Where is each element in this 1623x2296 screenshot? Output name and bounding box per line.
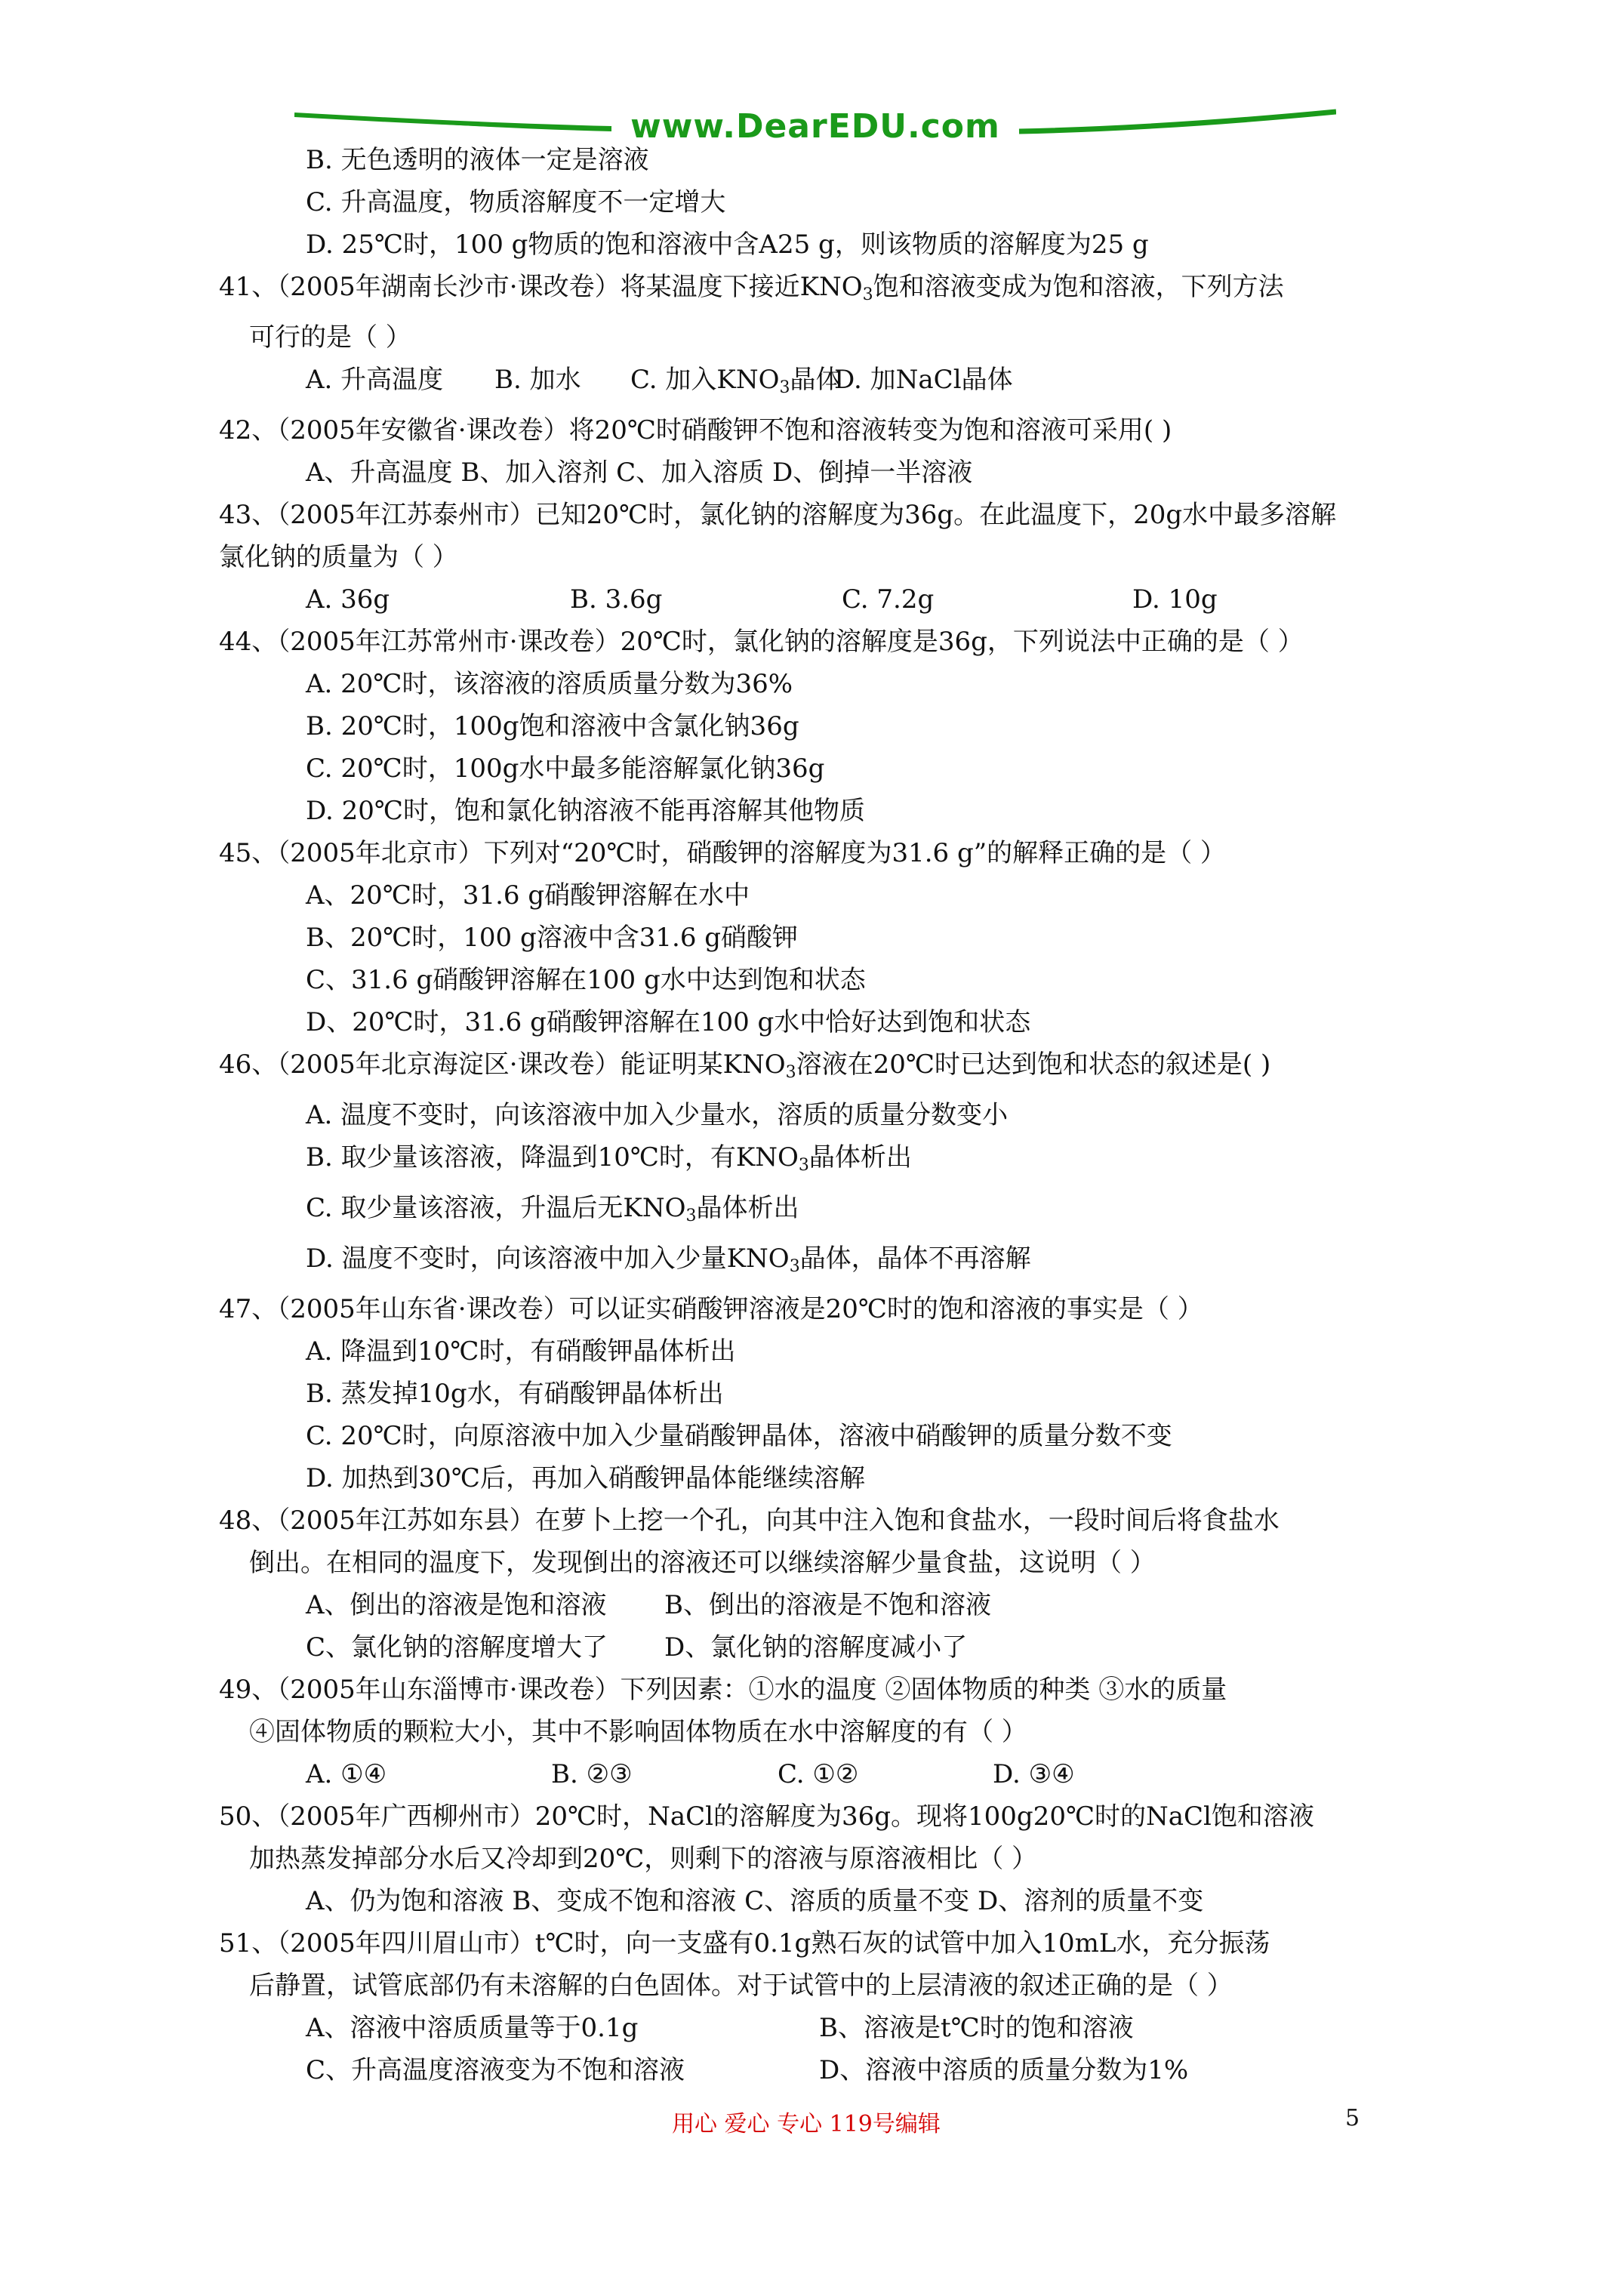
options-row [219, 1584, 1457, 1626]
option-d: D. 温度不变时，向该溶液中加入少量$KNO_3$晶体，晶体不再溶解 [306, 1244, 1031, 1276]
option-d: D. 10g [1132, 584, 1218, 615]
option-b: B、溶液是t℃时的饱和溶液 [819, 2013, 1134, 2043]
option-c: C. 升高温度，物质溶解度不一定增大 [306, 187, 726, 217]
question-49 [219, 1669, 1457, 1795]
option-d: D. 20℃时，饱和氯化钠溶液不能再溶解其他物质 [306, 796, 865, 826]
question-list [219, 139, 1457, 2091]
option-d: D. ③④ [993, 1759, 1075, 1789]
option-c: C. 加入KNO3晶体 [630, 365, 842, 397]
option-a: A、溶液中溶质质量等于0.1g [306, 2013, 639, 2043]
options-row [219, 578, 1457, 621]
options-row [219, 1753, 1457, 1795]
question-stem-line: 氯化钠的质量为（ ） [219, 542, 458, 572]
option-b: B、20℃时，100 g溶液中含31.6 g硝酸钾 [306, 923, 799, 953]
question-stem: 42、（2005年安徽省·课改卷）将20℃时硝酸钾不饱和溶液转变为饱和溶液可采用( ) [219, 415, 1172, 445]
options-row: A、仍为饱和溶液 B、变成不饱和溶液 C、溶质的质量不变 D、溶剂的质量不变 [306, 1886, 1204, 1916]
question-46 [219, 1043, 1457, 1288]
option-b: B、倒出的溶液是不饱和溶液 [664, 1590, 991, 1620]
option-d: D、20℃时，31.6 g硝酸钾溶解在100 g水中恰好达到饱和状态 [306, 1007, 1031, 1037]
option-c: C. 20℃时，向原溶液中加入少量硝酸钾晶体，溶液中硝酸钾的质量分数不变 [306, 1421, 1172, 1451]
options-row [219, 2049, 1457, 2091]
options-row [219, 2007, 1457, 2049]
option-d: D、氯化钠的溶解度减小了 [664, 1632, 968, 1663]
question-stem-line: ④固体物质的颗粒大小，其中不影响固体物质在水中溶解度的有（ ） [249, 1717, 1027, 1747]
question-stem: 45、（2005年北京市）下列对“20℃时，硝酸钾的溶解度为31.6 g”的解释正确的是（ ） [219, 838, 1226, 868]
option-c: C、氯化钠的溶解度增大了 [306, 1632, 608, 1663]
option-b: B. 3.6g [570, 584, 663, 615]
option-b: B. 20℃时，100g饱和溶液中含氯化钠36g [306, 711, 799, 741]
option-c: C、31.6 g硝酸钾溶解在100 g水中达到饱和状态 [306, 965, 866, 995]
option-a: A. 36g [306, 584, 390, 615]
options-row [219, 1626, 1457, 1669]
question-44 [219, 621, 1457, 832]
question-40-tail [219, 139, 1457, 266]
option-a: A. 升高温度 [306, 365, 444, 395]
option-b: B. 蒸发掉10g水，有硝酸钾晶体析出 [306, 1379, 724, 1409]
question-stem: 44、（2005年江苏常州市·课改卷）20℃时，氯化钠的溶解度是36g，下列说法中正确的是（ ） [219, 627, 1304, 657]
option-b: B. 取少量该溶液，降温到10℃时，有$KNO_3$晶体析出 [306, 1142, 912, 1175]
question-41 [219, 266, 1457, 409]
question-50 [219, 1795, 1457, 1922]
option-a: A. 降温到10℃时，有硝酸钾晶体析出 [306, 1336, 736, 1367]
question-48 [219, 1499, 1457, 1669]
option-b: B. ②③ [551, 1759, 633, 1789]
question-stem-line: 倒出。在相同的温度下，发现倒出的溶液还可以继续溶解少量食盐，这说明（ ） [249, 1548, 1156, 1578]
option-c: C、升高温度溶液变为不饱和溶液 [306, 2055, 685, 2085]
question-stem: 46、（2005年北京海淀区·课改卷）能证明某$KNO_3$溶液在20℃时已达到饱和状态的叙述是( ) [219, 1049, 1271, 1082]
option-d: D. 加NaCl晶体 [834, 365, 1013, 395]
question-stem-line: 可行的是（ ） [249, 322, 411, 353]
option-a: A、倒出的溶液是饱和溶液 [306, 1590, 607, 1620]
option-a: A. ①④ [306, 1759, 387, 1789]
question-stem: 49、（2005年山东淄博市·课改卷）下列因素：①水的温度 ②固体物质的种类 ③水的质量 [219, 1675, 1227, 1705]
option-a: A. 温度不变时，向该溶液中加入少量水，溶质的质量分数变小 [306, 1100, 1009, 1130]
question-stem: 41、（2005年湖南长沙市·课改卷）将某温度下接近$KNO_3$饱和溶液变成为饱和溶液，下列方法 [219, 272, 1284, 304]
question-47 [219, 1288, 1457, 1499]
page-number: 5 [1345, 2105, 1360, 2131]
option-c: C. 7.2g [842, 584, 935, 615]
question-45 [219, 832, 1457, 1043]
option-b: B. 加水 [494, 365, 581, 395]
footer-text: 用心 爱心 专心 119号编辑 [672, 2111, 941, 2137]
option-c: C. 取少量该溶液，升温后无$KNO_3$晶体析出 [306, 1193, 799, 1225]
site-logo-text[interactable]: www.DearEDU.com [630, 107, 1000, 146]
option-a: A. 20℃时，该溶液的溶质质量分数为36% [306, 669, 793, 699]
question-stem-line: 后静置，试管底部仍有未溶解的白色固体。对于试管中的上层清液的叙述正确的是（ ） [249, 1971, 1233, 2001]
option-d: D. 25℃时，100 g物质的饱和溶液中含A25 g，则该物质的溶解度为25 g [306, 230, 1149, 260]
question-42 [219, 409, 1457, 494]
option-d: D. 加热到30℃后，再加入硝酸钾晶体能继续溶解 [306, 1463, 865, 1493]
question-stem-line: 加热蒸发掉部分水后又冷却到20℃，则剩下的溶液与原溶液相比（ ） [249, 1844, 1038, 1874]
question-43 [219, 494, 1457, 621]
option-c: C. ①② [778, 1759, 859, 1789]
question-stem: 50、（2005年广西柳州市）20℃时，NaCl的溶解度为36g。现将100g20℃时的NaCl饱和溶液 [219, 1801, 1314, 1832]
subscript: 3 [862, 285, 873, 304]
options-row: A、升高温度 B、加入溶剂 C、加入溶质 D、倒掉一半溶液 [306, 458, 973, 488]
option-d: D、溶液中溶质的质量分数为1% [819, 2055, 1189, 2085]
question-51 [219, 1922, 1457, 2091]
question-stem: 51、（2005年四川眉山市）t℃时，向一支盛有0.1g熟石灰的试管中加入10mL水，充分振荡 [219, 1928, 1270, 1959]
question-stem: 43、（2005年江苏泰州市）已知20℃时，氯化钠的溶解度为36g。在此温度下，20g水中最多溶解 [219, 500, 1337, 530]
question-stem: 47、（2005年山东省·课改卷）可以证实硝酸钾溶液是20℃时的饱和溶液的事实是（ ） [219, 1294, 1203, 1324]
option-b: B. 无色透明的液体一定是溶液 [306, 145, 649, 175]
question-stem: 48、（2005年江苏如东县）在萝卜上挖一个孔，向其中注入饱和食盐水，一段时间后将食盐水 [219, 1505, 1280, 1536]
options-row [219, 359, 1457, 409]
option-c: C. 20℃时，100g水中最多能溶解氯化钠36g [306, 754, 825, 784]
option-a: A、20℃时，31.6 g硝酸钾溶解在水中 [306, 880, 750, 911]
